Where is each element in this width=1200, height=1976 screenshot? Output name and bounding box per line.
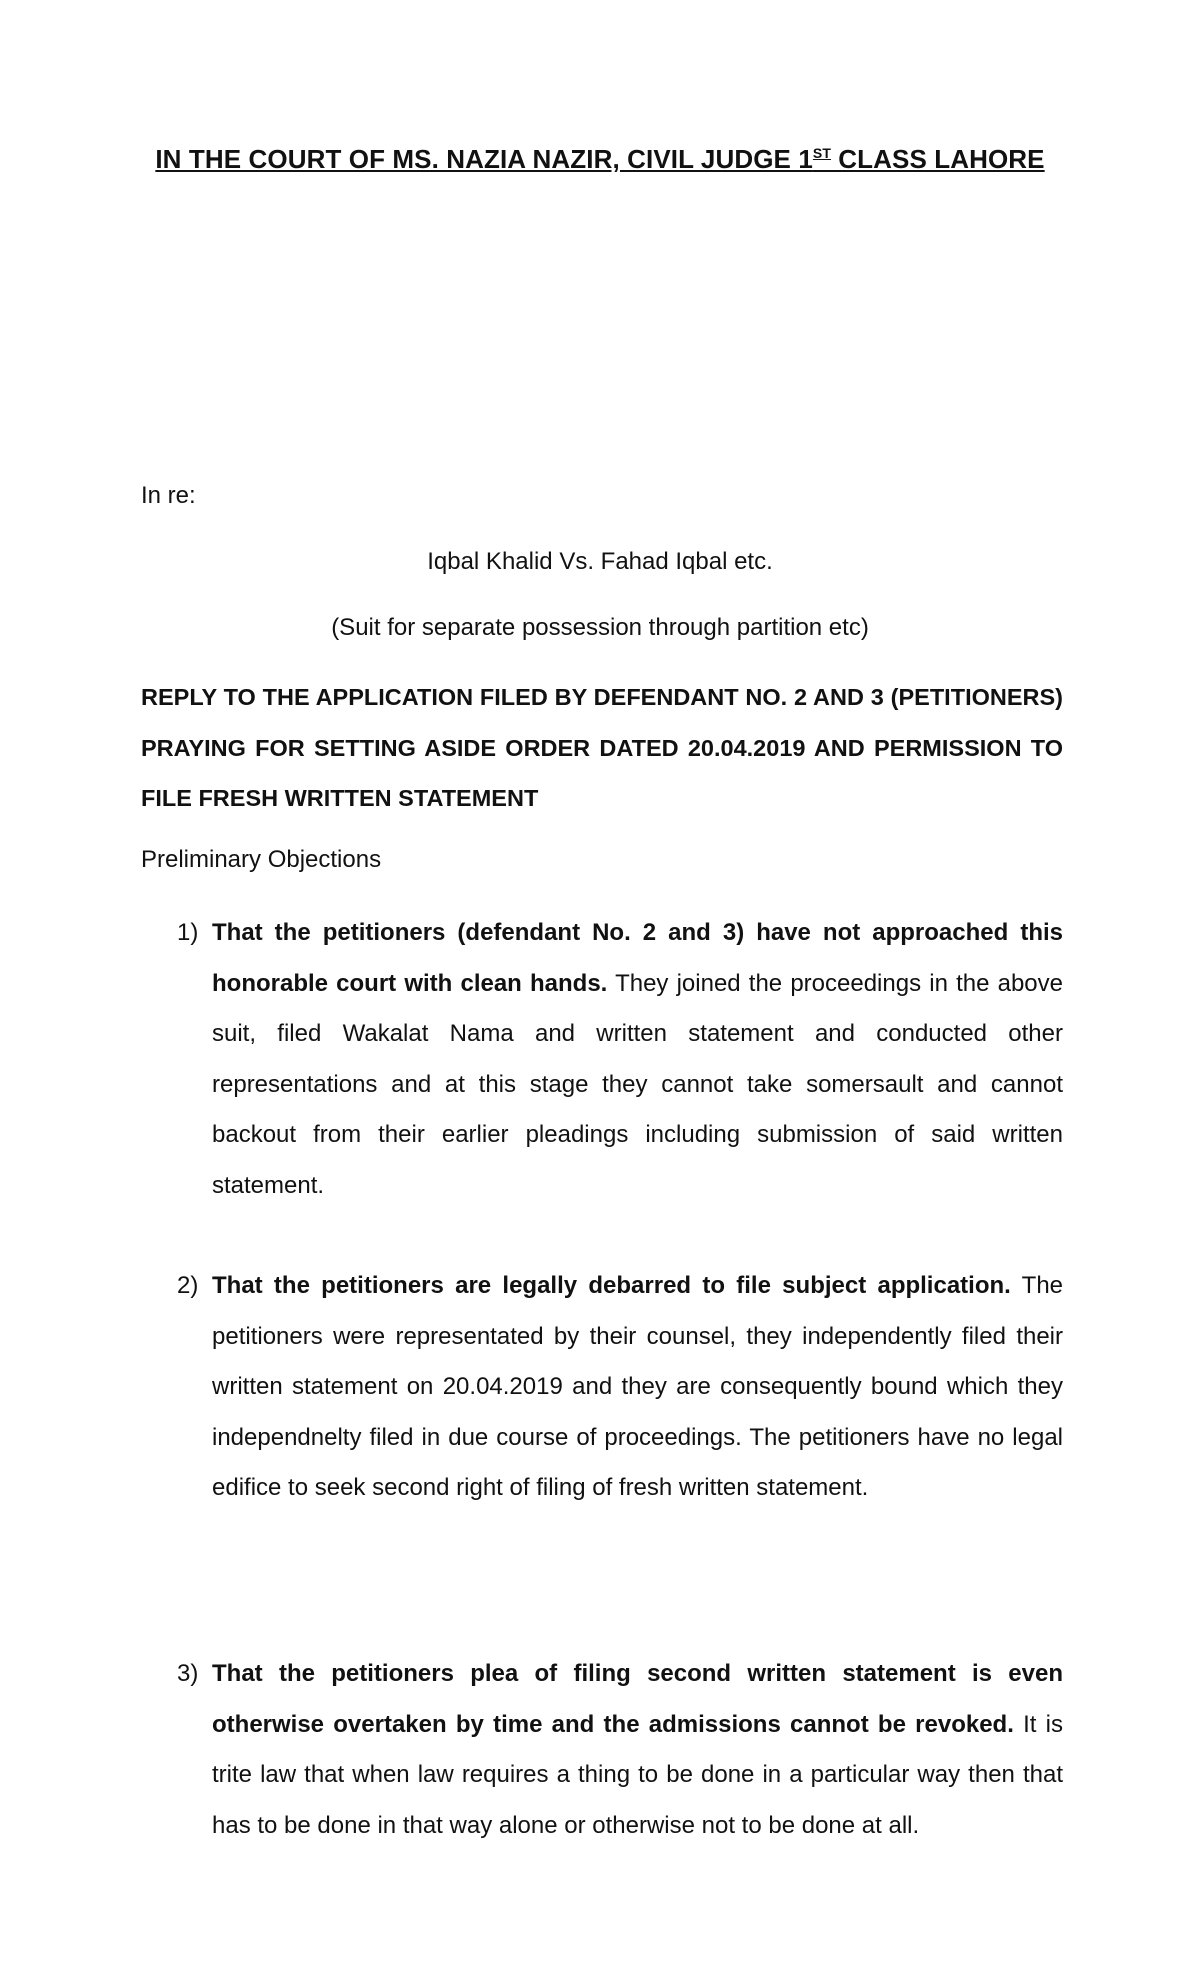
objection-text: The petitioners were representated by their counsel, they independently filed their written statement on 20.04.2019 and they are consequently bound which they independnelty filed in due course of proceedings. The petitioners have no legal edifice to seek second right of filing of fresh written statement.: [212, 1272, 1064, 1502]
objection-body: [212, 1261, 1063, 1514]
objection-text: It is trite law that when law requires a thing to be done in a particular way then that has to be done in that way alone or otherwise not to be done at all.: [212, 1710, 1063, 1839]
objection-bold-text: That the petitioners (defendant No. 2 and 3) have not approached this honorable court with clean hands.: [212, 919, 1063, 997]
court-title-text-after: CLASS LAHORE: [830, 144, 1045, 174]
in-re-label: In re:: [141, 482, 196, 509]
objection-number: 3): [177, 1660, 199, 1687]
court-title-text: IN THE COURT OF MS. NAZIA NAZIR, CIVIL JUDGE 1: [155, 144, 813, 174]
objection-number: 2): [177, 1272, 199, 1299]
case-subtitle: (Suit for separate possession through partition etc): [331, 614, 869, 641]
objection-bold-text: That the petitioners plea of filing second written statement is even otherwise overtaken by time and the admissions cannot be revoked.: [212, 1660, 1063, 1738]
court-title-superscript: ST: [812, 145, 831, 161]
objection-body: [212, 908, 1063, 1212]
case-title: Iqbal Khalid Vs. Fahad Iqbal etc.: [427, 548, 773, 575]
objection-body: [212, 1649, 1063, 1851]
reply-heading: REPLY TO THE APPLICATION FILED BY DEFENDANT NO. 2 AND 3 (PETITIONERS) PRAYING FOR SETTING ASIDE ORDER DATED 20.04.2019 AND PERMISSION TO FILE FRESH WRITTEN STATEMENT: [141, 684, 1063, 812]
objection-bold-text: That the petitioners are legally debarred to file subject application.: [212, 1272, 1011, 1299]
court-title: [0, 144, 1200, 175]
preliminary-objections-label: Preliminary Objections: [141, 846, 382, 873]
objection-number: 1): [177, 919, 199, 946]
objection-text: They joined the proceedings in the above suit, filed Wakalat Nama and written statement and conducted other representations and at this stage they cannot take somersault and cannot backout from their earlier pleadings including submission of said written statement.: [212, 969, 1063, 1199]
